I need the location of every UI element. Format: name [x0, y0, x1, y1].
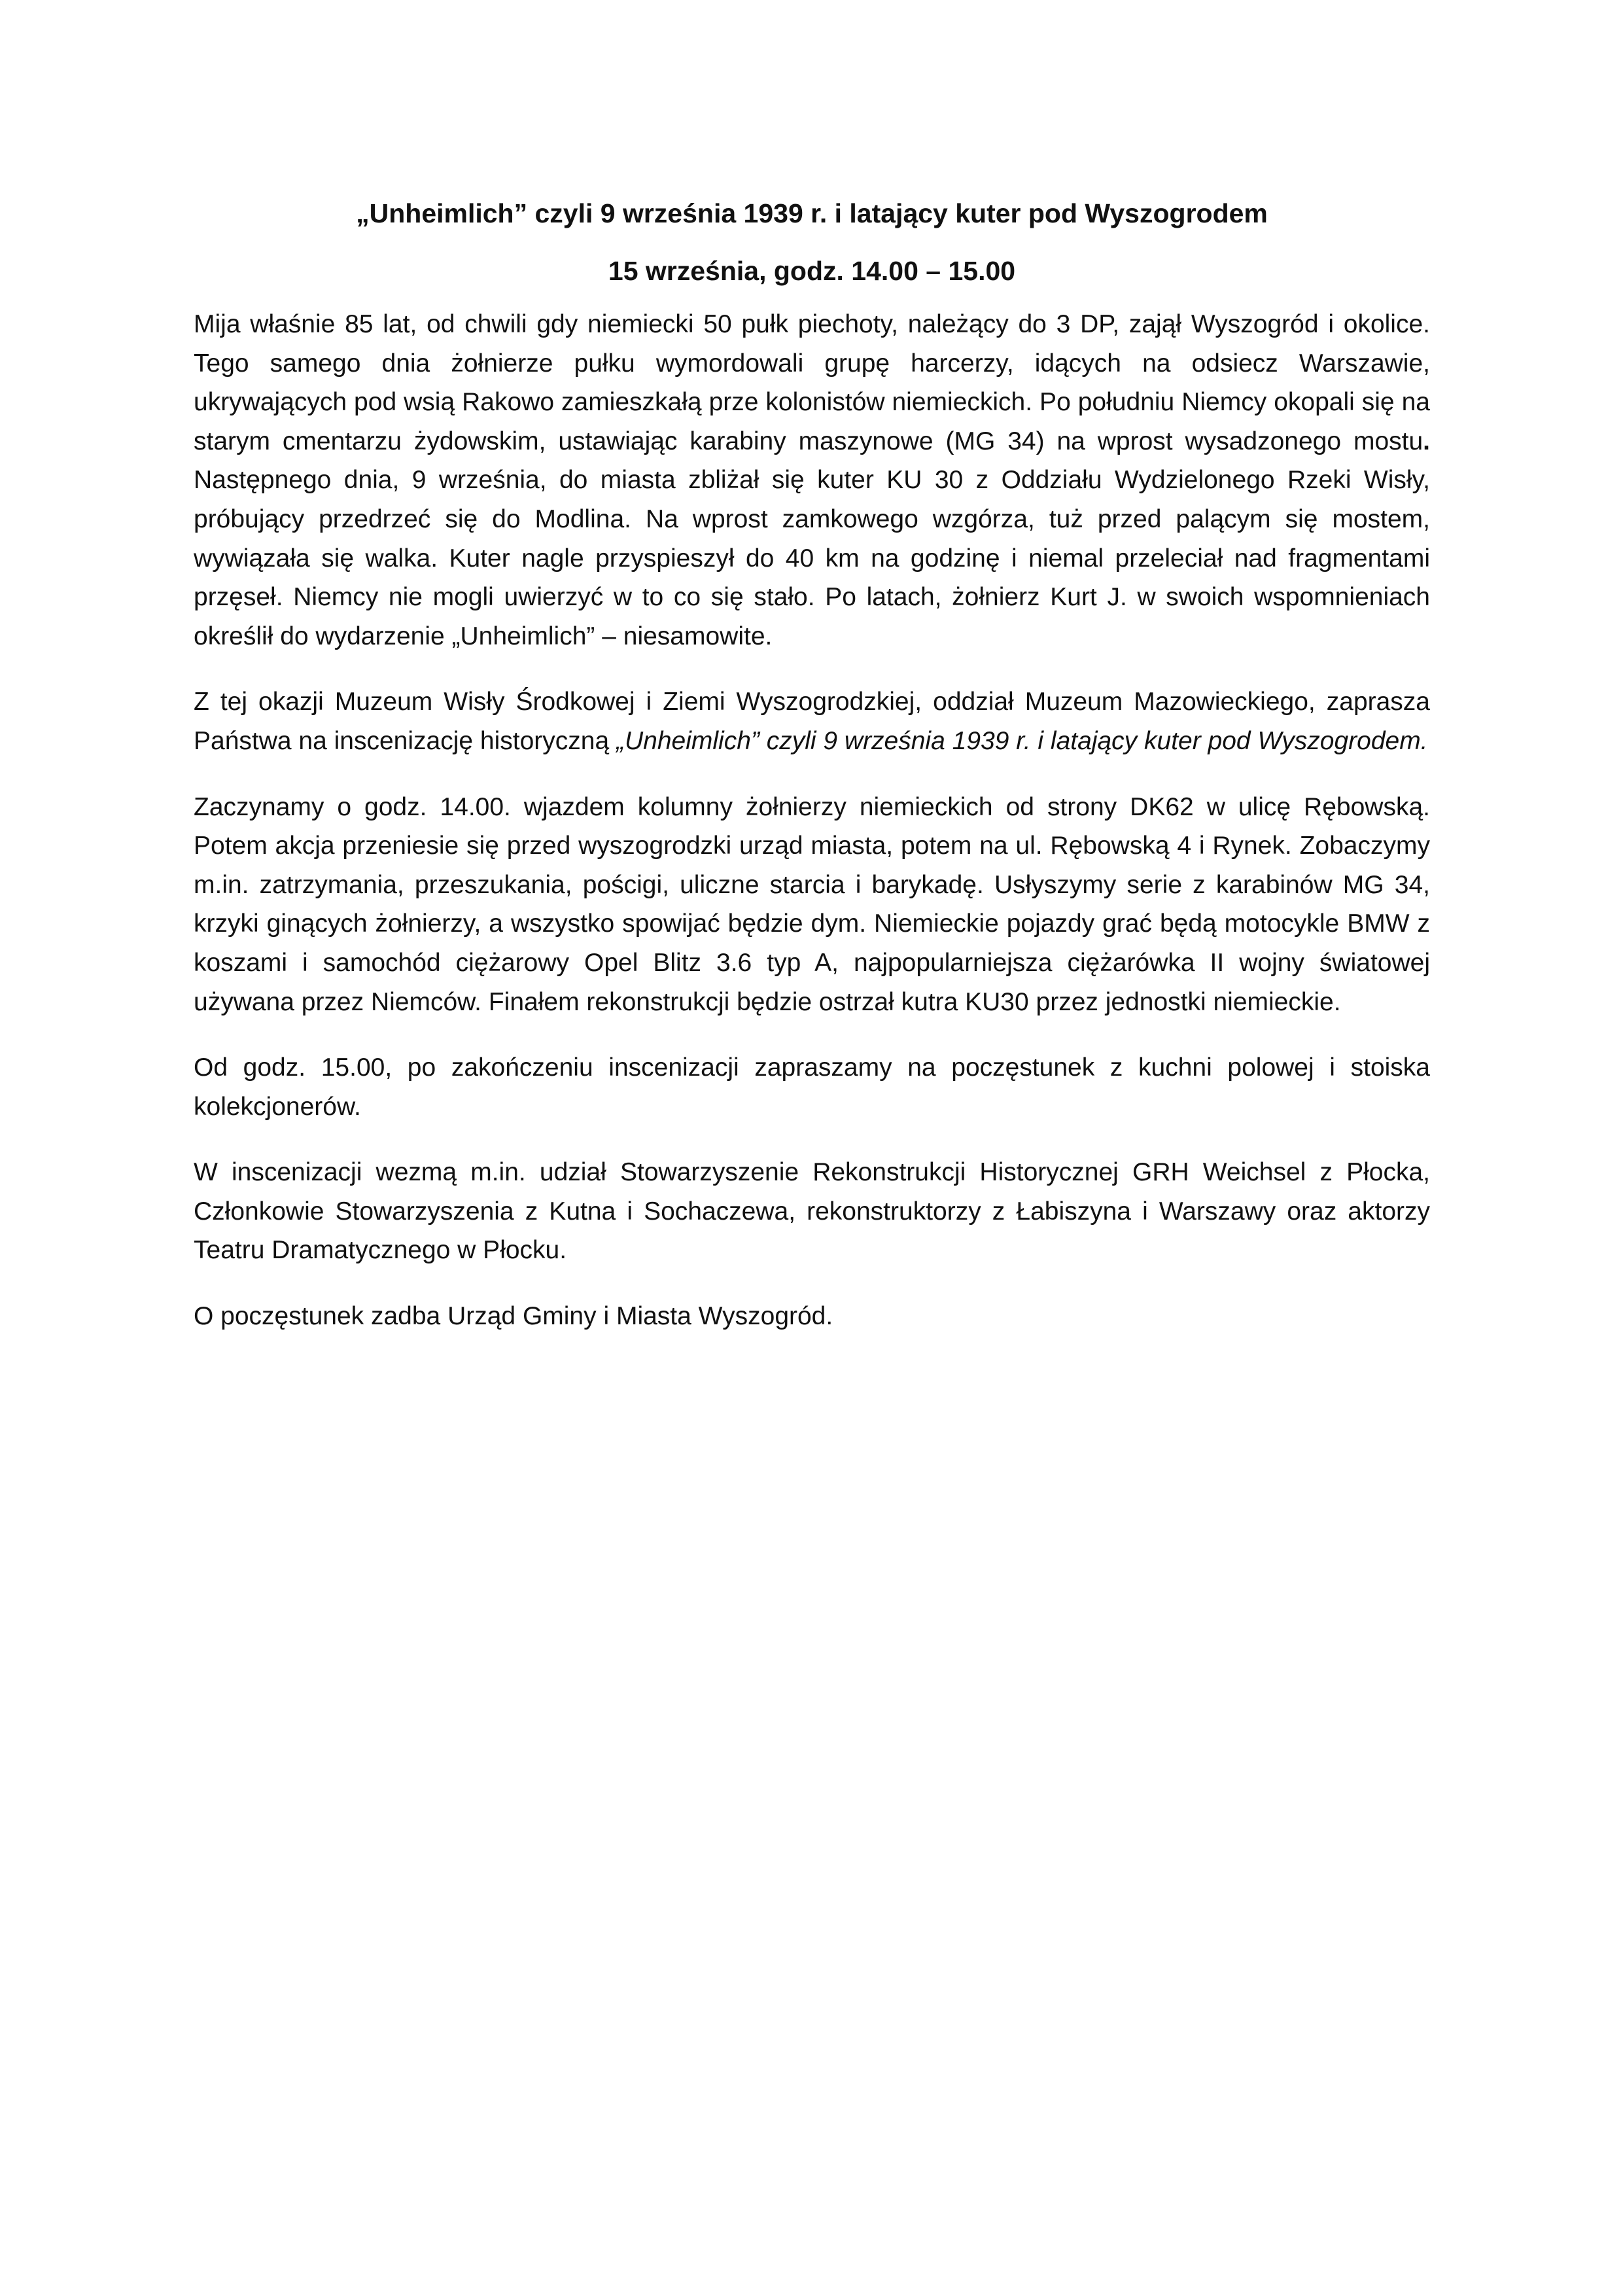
paragraph-refreshments: Od godz. 15.00, po zakończeniu inscenizacji zapraszamy na poczęstunek z kuchni polowej i stoiska kolekcjonerów. — [194, 1053, 1430, 1121]
paragraph-invitation-event-name: „Unheimlich” czyli 9 września 1939 r. i latający kuter pod Wyszogrodem. — [616, 726, 1428, 755]
event-date-time: 15 września, godz. 14.00 – 15.00 — [608, 256, 1016, 286]
paragraph-history-bold-period: . — [1423, 427, 1430, 455]
paragraph-history — [194, 305, 1430, 656]
document-title: „Unheimlich” czyli 9 września 1939 r. i latający kuter pod Wyszogrodem — [356, 198, 1268, 228]
paragraph-participants: W inscenizacji wezmą m.in. udział Stowarzyszenie Rekonstrukcji Historycznej GRH Weichsel z Płocka, Członkowie Stowarzyszenia z Kutna i Sochaczewa, rekonstruktorzy z Łabiszyna i Warszawy oraz aktorzy Teatru Dramatycznego w Płocku. — [194, 1158, 1430, 1265]
paragraph-history-text-2: Następnego dnia, 9 września, do miasta zbliżał się kuter KU 30 z Oddziału Wydzielonego Rzeki Wisły, próbujący przedrzeć się do Modlina. Na wprost zamkowego wzgórza, tuż przed palącym się mostem, wywiązała się walka. Kuter nagle przyspieszył do 40 km na godzinę i niemal przeleciał nad fragmentami przęseł. Niemcy nie mogli uwierzyć w to co się stało. Po latach, żołnierz Kurt J. w swoich wspomnieniach określił do wydarzenie „Unheimlich” – niesamowite. — [194, 466, 1430, 650]
paragraph-invitation — [194, 682, 1430, 760]
document-body — [194, 194, 1430, 1336]
paragraph-sponsor: O poczęstunek zadba Urząd Gminy i Miasta Wyszogród. — [194, 1302, 833, 1331]
paragraph-history-text-1: Mija właśnie 85 lat, od chwili gdy niemiecki 50 pułk piechoty, należący do 3 DP, zajął Wyszogród i okolice. Tego samego dnia żołnierze pułku wymordowali grupę harcerzy, idących na odsiecz Warszawie, ukrywających pod wsią Rakowo zamieszkałą prze kolonistów niemieckich. Po południu Niemcy okopali się na starym cmentarzu żydowskim, ustawiając karabiny maszynowe (MG 34) na wprost wysadzonego mostu — [194, 310, 1430, 455]
paragraph-program: Zaczynamy o godz. 14.00. wjazdem kolumny żołnierzy niemieckich od strony DK62 w ulicę Rębowską. Potem akcja przeniesie się przed wyszogrodzki urząd miasta, potem na ul. Rębowską 4 i Rynek. Zobaczymy m.in. zatrzymania, przeszukania, pościgi, uliczne starcia i barykadę. Usłyszymy serie z karabinów MG 34, krzyki ginących żołnierzy, a wszystko spowijać będzie dym. Niemieckie pojazdy grać będą motocykle BMW z koszami i samochód ciężarowy Opel Blitz 3.6 typ A, najpopularniejsza ciężarówka II wojny światowej używana przez Niemców. Finałem rekonstrukcji będzie ostrzał kutra KU30 przez jednostki niemieckie. — [194, 792, 1430, 1016]
paragraph-invitation-text: Z tej okazji Muzeum Wisły Środkowej i Ziemi Wyszogrodzkiej, oddział Muzeum Mazowieckiego, zaprasza Państwa na inscenizację historyczną — [194, 688, 1430, 755]
